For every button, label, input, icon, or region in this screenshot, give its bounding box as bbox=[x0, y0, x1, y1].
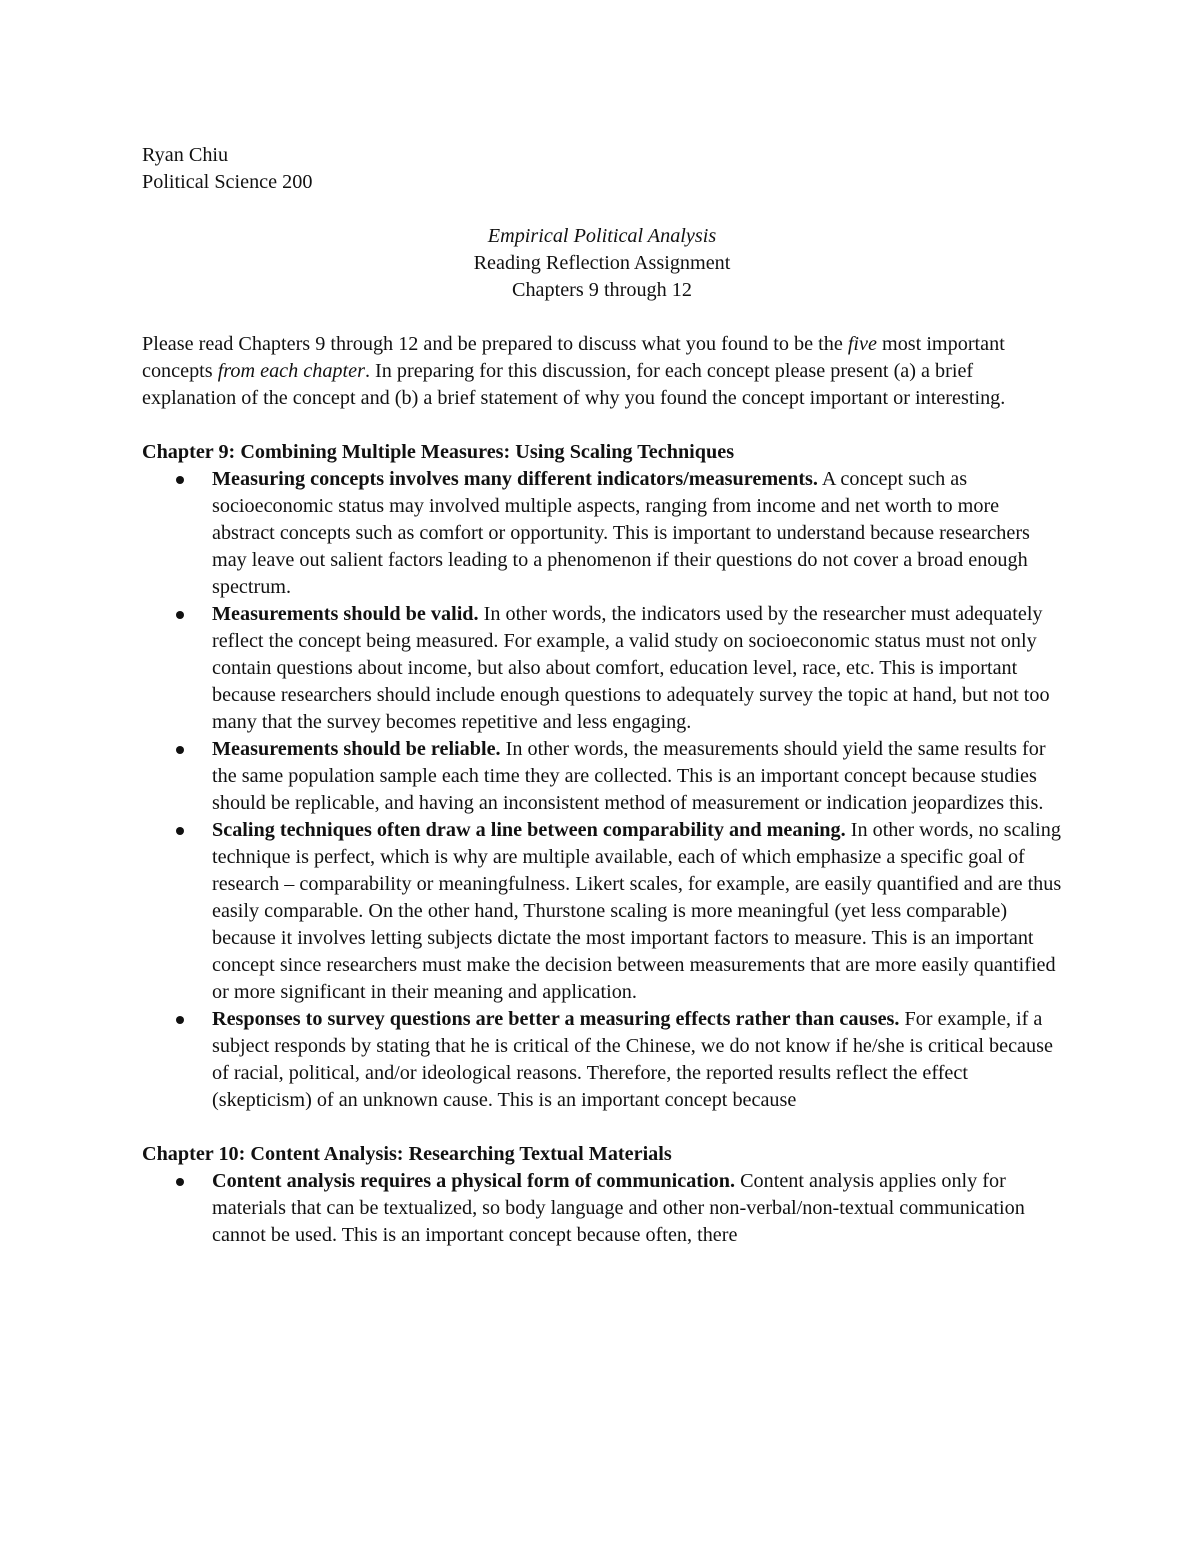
intro-emphasis-five: five bbox=[847, 333, 877, 355]
list-item bbox=[142, 466, 1062, 601]
author-name: Ryan Chiu bbox=[142, 144, 229, 166]
intro-text-2: most important concepts bbox=[142, 333, 1005, 382]
intro-paragraph bbox=[142, 331, 1062, 412]
spacer bbox=[142, 196, 1062, 223]
concept-text: Content analysis applies only for materials that can be textualized, so body language and other non-verbal/non-textual communication cannot be used. This is an important concept because often, there bbox=[212, 1170, 1025, 1246]
chapter-10-heading: Chapter 10: Content Analysis: Researching Textual Materials bbox=[142, 1143, 672, 1165]
chapter-9-list bbox=[142, 466, 1062, 1114]
list-item bbox=[142, 736, 1062, 817]
assignment-title: Reading Reflection Assignment bbox=[473, 252, 731, 274]
list-item bbox=[142, 601, 1062, 736]
list-item bbox=[142, 1168, 1062, 1249]
list-item bbox=[142, 1006, 1062, 1114]
concept-text: In other words, no scaling technique is perfect, which is why are multiple available, each of which emphasize a specific goal of research – comparability or meaningfulness. Likert scales, for example, are easily quantified and are thus easily comparable. On the other hand, Thurstone scaling is more meaningful (yet less comparable) because it involves letting subjects dictate the most important factors to measure. This is an important concept since researchers must make the decision between measurements that are more easily quantified or more significant in their meaning and application. bbox=[212, 819, 1062, 1003]
concept-text: A concept such as socioeconomic status may involved multiple aspects, ranging from income and net worth to more abstract concepts such as comfort or opportunity. This is important to understand because researchers may leave out salient factors leading to a phenomenon if their questions do not cover a broad enough spectrum. bbox=[212, 468, 1030, 598]
spacer bbox=[142, 304, 1062, 331]
document-page bbox=[142, 142, 1062, 1249]
concept-title: Measurements should be reliable. bbox=[212, 738, 501, 760]
intro-text-3: . In preparing for this discussion, for each concept please present (a) a brief explanation of the concept and (b) a brief statement of why you found the concept important or interesting. bbox=[142, 360, 1006, 409]
concept-text: In other words, the indicators used by the researcher must adequately reflect the concept being measured. For example, a valid study on socioeconomic status must not only contain questions about income, but also about comfort, education level, race, etc. This is important because researchers should include enough questions to adequately survey the topic at hand, but not too many that the survey becomes repetitive and less engaging. bbox=[212, 603, 1050, 733]
concept-title: Scaling techniques often draw a line between comparability and meaning. bbox=[212, 819, 846, 841]
concept-text: For example, if a subject responds by stating that he is critical of the Chinese, we do not know if he/she is critical because of racial, political, and/or ideological reasons. Therefore, the reported results reflect the effect (skepticism) of an unknown cause. This is an important concept because bbox=[212, 1008, 1053, 1111]
course-name: Political Science 200 bbox=[142, 171, 313, 193]
concept-text: In other words, the measurements should yield the same results for the same population sample each time they are collected. This is an important concept because studies should be replicable, and having an inconsistent method of measurement or indication jeopardizes this. bbox=[212, 738, 1046, 814]
spacer bbox=[142, 412, 1062, 439]
spacer bbox=[142, 1114, 1062, 1141]
chapter-9-heading: Chapter 9: Combining Multiple Measures: Using Scaling Techniques bbox=[142, 441, 735, 463]
concept-title: Measurements should be valid. bbox=[212, 603, 479, 625]
chapters-range: Chapters 9 through 12 bbox=[512, 279, 692, 301]
intro-emphasis-each-chapter: from each chapter bbox=[217, 360, 365, 382]
concept-title: Measuring concepts involves many different indicators/measurements. bbox=[212, 468, 818, 490]
book-title: Empirical Political Analysis bbox=[487, 225, 717, 247]
concept-title: Responses to survey questions are better a measuring effects rather than causes. bbox=[212, 1008, 900, 1030]
intro-text-1: Please read Chapters 9 through 12 and be prepared to discuss what you found to be the bbox=[142, 333, 848, 355]
chapter-10-list bbox=[142, 1168, 1062, 1249]
list-item bbox=[142, 817, 1062, 1006]
concept-title: Content analysis requires a physical form of communication. bbox=[212, 1170, 736, 1192]
